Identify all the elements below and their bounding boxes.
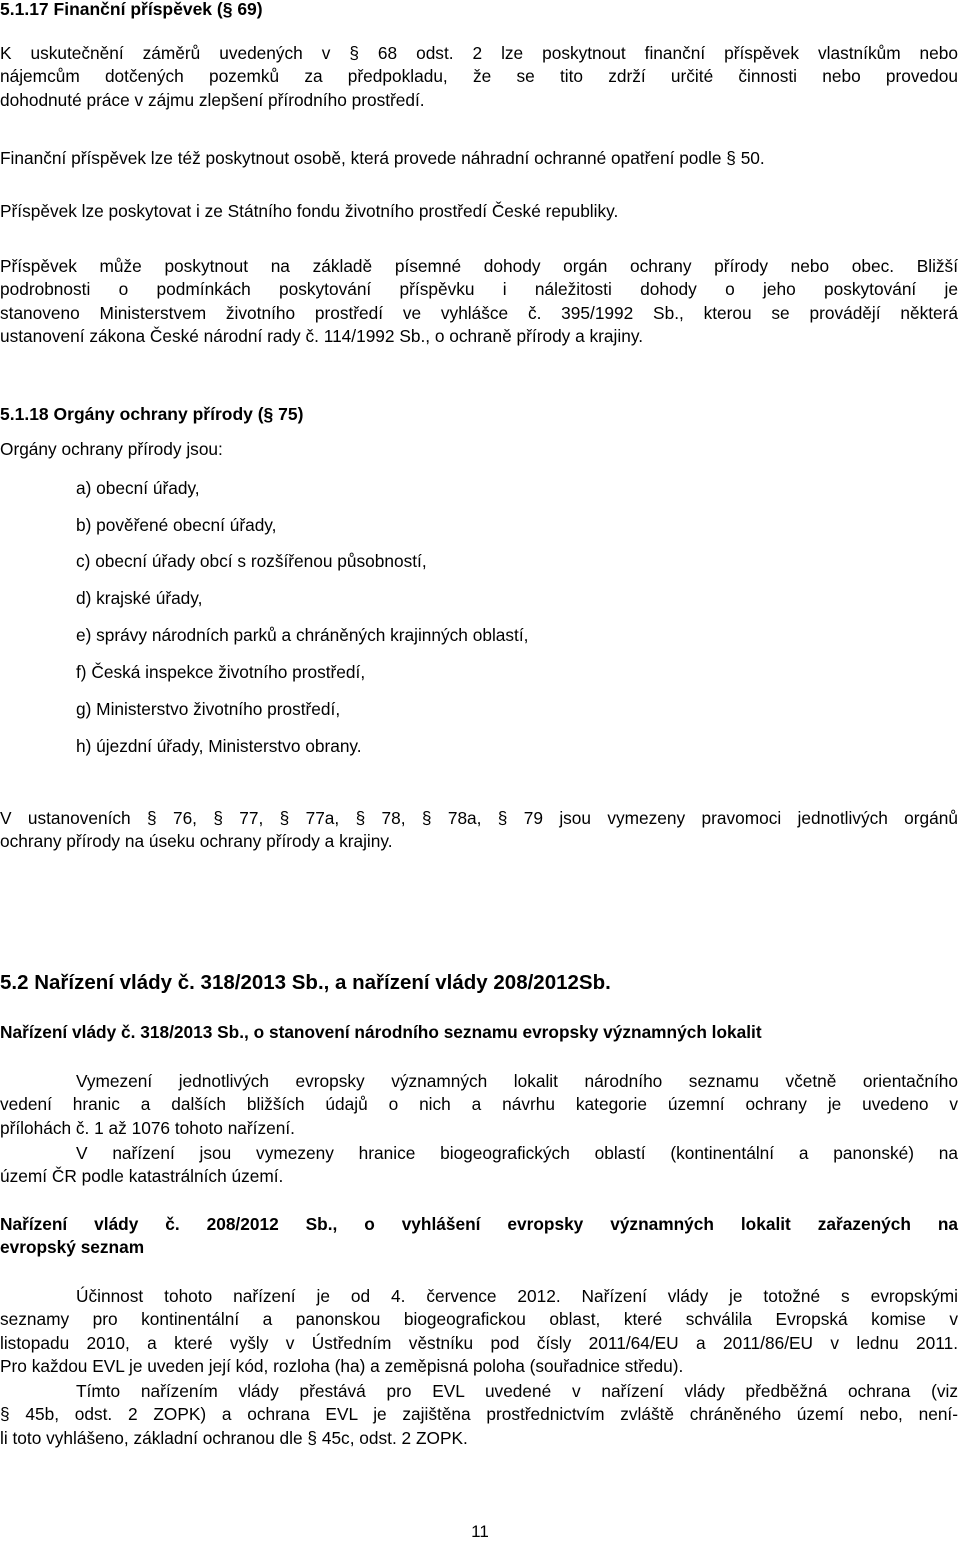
text-line: seznamy pro kontinentální a panonskou biogeografickou oblast, které schválila Evropská komise v	[0, 1309, 958, 1330]
text-line: Příspěvek lze poskytovat i ze Státního fondu životního prostředí České republiky.	[0, 201, 619, 221]
text-line: V nařízení jsou vymezeny hranice biogeografických oblastí (kontinentální a panonské) na	[76, 1143, 958, 1163]
list-item: f) Česká inspekce životního prostředí,	[76, 662, 366, 682]
section-title-5-1-17: 5.1.17 Finanční příspěvek (§ 69)	[0, 0, 263, 19]
text-line: přílohách č. 1 až 1076 tohoto nařízení.	[0, 1117, 295, 1138]
text-line: evropský seznam	[0, 1237, 145, 1258]
list-item: b) pověřené obecní úřady,	[76, 515, 277, 535]
paragraph-318-biogeographic	[0, 1142, 958, 1189]
section-title-5-2: 5.2 Nařízení vlády č. 318/2013 Sb., a nařízení vlády 208/2012Sb.	[0, 971, 611, 994]
text-line: Pro každou EVL je uveden její kód, rozloha (ha) a zeměpisná poloha (souřadnice středu).	[0, 1356, 684, 1377]
text-line: § 45b, odst. 2 ZOPK) a ochrana EVL je zajištěna prostřednictvím zvláště chráněného území nebo, není-	[0, 1404, 958, 1425]
list-item: g) Ministerstvo životního prostředí,	[76, 699, 341, 719]
text-line: Vymezení jednotlivých evropsky významných lokalit národního seznamu včetně orientačního	[76, 1071, 958, 1091]
text-line: Finanční příspěvek lze též poskytnout osobě, která provede náhradní ochranné opatření podle § 50.	[0, 148, 765, 168]
list-item: a) obecní úřady,	[76, 478, 200, 498]
list-item: c) obecní úřady obcí s rozšířenou působností,	[76, 551, 427, 571]
text-line: Tímto nařízením vlády přestává pro EVL uvedené v nařízení vlády předběžná ochrana (viz	[76, 1381, 958, 1401]
text-line: nájemcům dotčených pozemků za předpokladu, že se tito zdrží určité činnosti nebo provedou	[0, 66, 958, 87]
paragraph-208-protection	[0, 1380, 958, 1450]
text-line: Orgány ochrany přírody jsou:	[0, 439, 223, 459]
text-line: listopadu 2010, a které vyšly v Ústředním věstníku pod čísly 2011/64/EU a 2011/86/EU v lednu 2011.	[0, 1332, 958, 1353]
page-number: 11	[471, 1522, 489, 1541]
text-line: Nařízení vlády č. 208/2012 Sb., o vyhlášení evropsky významných lokalit zařazených na	[0, 1214, 958, 1234]
text-line: Příspěvek může poskytnout na základě písemné dohody orgán ochrany přírody nebo obec. Bližší	[0, 256, 958, 276]
paragraph-contribution-purpose	[0, 42, 958, 112]
paragraph-208-effect	[0, 1285, 958, 1379]
paragraph-agreement	[0, 255, 958, 349]
list-item: h) újezdní úřady, Ministerstvo obrany.	[76, 736, 362, 756]
paragraph-substitute-measure	[0, 147, 958, 170]
paragraph-competences	[0, 807, 958, 854]
text-line: li toto vyhlášeno, základní ochranou dle § 45c, odst. 2 ZOPK.	[0, 1427, 468, 1448]
paragraph-state-fund	[0, 200, 958, 223]
paragraph-318-definition	[0, 1070, 958, 1140]
authorities-intro	[0, 438, 958, 461]
subheading-318-2013	[0, 1021, 958, 1044]
text-line: dohodnuté práce v zájmu zlepšení přírodního prostředí.	[0, 89, 425, 110]
text-line: Nařízení vlády č. 318/2013 Sb., o stanovení národního seznamu evropsky významných lokalit	[0, 1022, 762, 1042]
text-line: území ČR podle katastrálních území.	[0, 1166, 284, 1187]
section-title-5-1-18: 5.1.18 Orgány ochrany přírody (§ 75)	[0, 404, 304, 424]
text-line: ochrany přírody na úseku ochrany přírody a krajiny.	[0, 831, 393, 852]
text-line: stanoveno Ministerstvem životního prostředí ve vyhlášce č. 395/1992 Sb., kterou se provádějí některá	[0, 302, 958, 323]
list-item: d) krajské úřady,	[76, 588, 203, 608]
text-line: ustanovení zákona České národní rady č. 114/1992 Sb., o ochraně přírody a krajiny.	[0, 326, 643, 347]
text-line: podrobnosti o podmínkách poskytování příspěvku i náležitosti dohody o jeho poskytování je	[0, 279, 958, 300]
text-line: vedení hranic a dalších bližších údajů o nich a návrhu kategorie územní ochrany je uvedeno v	[0, 1094, 958, 1115]
subheading-208-2012	[0, 1213, 958, 1260]
list-item: e) správy národních parků a chráněných krajinných oblastí,	[76, 625, 529, 645]
text-line: V ustanoveních § 76, § 77, § 77a, § 78, § 78a, § 79 jsou vymezeny pravomoci jednotlivých orgánů	[0, 808, 958, 828]
text-line: K uskutečnění záměrů uvedených v § 68 odst. 2 lze poskytnout finanční příspěvek vlastníkům nebo	[0, 43, 958, 63]
text-line: Účinnost tohoto nařízení je od 4. července 2012. Nařízení vlády je totožné s evropskými	[76, 1286, 958, 1306]
